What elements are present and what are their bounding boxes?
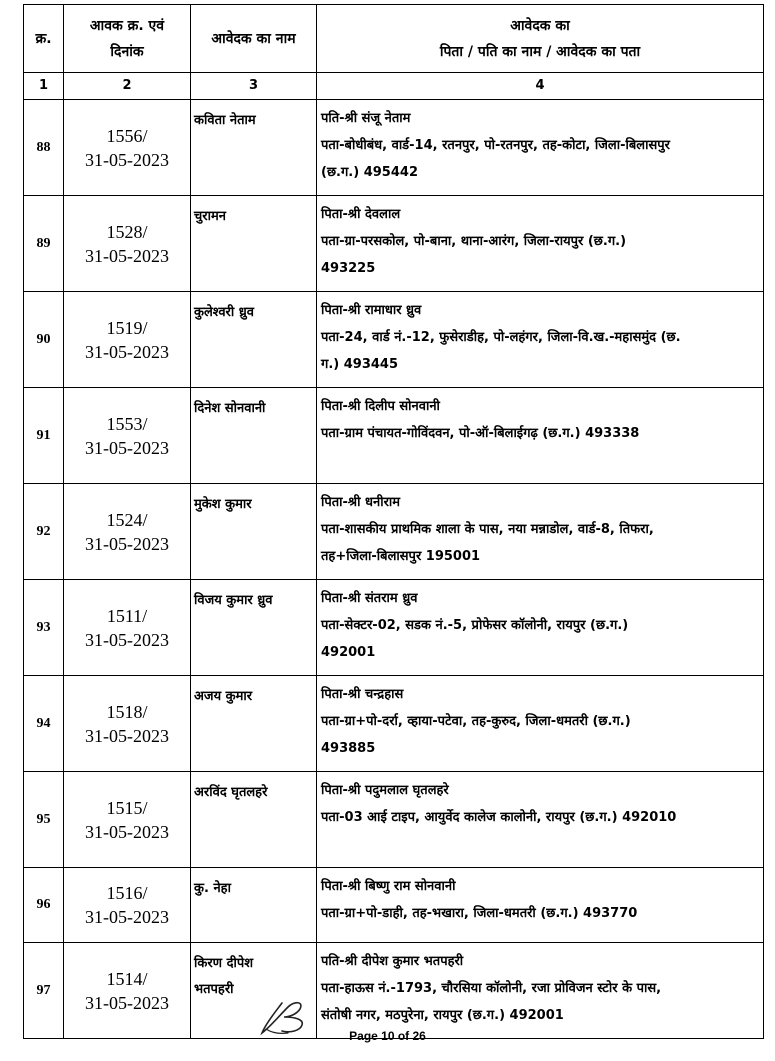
address-cell	[317, 484, 764, 580]
column-number-row	[24, 73, 764, 100]
table-row	[24, 772, 764, 868]
name-line: कुलेश्वरी ध्रुव	[194, 305, 254, 320]
address-line: तह+जिला-बिलासपुर 195001	[321, 549, 481, 564]
address-line: 492001	[321, 645, 376, 660]
inward-date: 31-05-2023	[85, 725, 169, 746]
inward-date: 31-05-2023	[85, 437, 169, 458]
address-line: पता-हाऊस नं.-1793, चौरसिया कॉलोनी, रजा प्रोविजन स्टोर के पास,	[321, 981, 662, 996]
serial-number: 93	[24, 580, 64, 676]
address-cell	[317, 388, 764, 484]
relation-name: पिता-श्री धनीराम	[321, 495, 401, 510]
inward-cell	[64, 943, 191, 1039]
header-inward-date	[64, 5, 191, 73]
serial-number: 92	[24, 484, 64, 580]
name-line: भतपहरी	[194, 982, 234, 997]
applicant-name	[191, 580, 317, 676]
applicant-name	[191, 100, 317, 196]
applicants-table	[23, 4, 764, 1039]
applicant-name	[191, 292, 317, 388]
column-number: 3	[191, 73, 317, 100]
inward-date: 31-05-2023	[85, 245, 169, 266]
relation-name: पिता-श्री दिलीप सोनवानी	[321, 399, 440, 414]
header-address-line2: पिता / पति का नाम / आवेदक का पता	[439, 43, 641, 60]
address-line: (छ.ग.) 495442	[321, 165, 418, 180]
name-line: चुरामन	[194, 209, 226, 224]
address-line: पता-सेक्टर-02, सडक नं.-5, प्रोफेसर कॉलोनी, रायपुर (छ.ग.)	[321, 618, 629, 633]
address-line: पता-24, वार्ड नं.-12, फुसेराडीह, पो-लहंगर, जिला-वि.ख.-महासमुंद (छ.	[321, 330, 681, 345]
relation-name: पिता-श्री बिष्णु राम सोनवानी	[321, 879, 456, 894]
serial-number: 88	[24, 100, 64, 196]
inward-number: 1516/	[106, 883, 148, 903]
serial-number: 97	[24, 943, 64, 1039]
inward-number: 1518/	[106, 701, 148, 722]
address-cell	[317, 868, 764, 943]
table-row	[24, 676, 764, 772]
applicant-name	[191, 484, 317, 580]
relation-name: पिता-श्री पदुमलाल घृतलहरे	[321, 783, 449, 798]
address-line: 493885	[321, 741, 376, 756]
address-cell	[317, 580, 764, 676]
table-row	[24, 868, 764, 943]
inward-number: 1514/	[106, 968, 148, 989]
relation-name: पति-श्री दीपेश कुमार भतपहरी	[321, 954, 464, 969]
table-row	[24, 484, 764, 580]
address-line: पता-ग्रा-परसकोल, पो-बाना, थाना-आरंग, जिला-रायपुर (छ.ग.)	[321, 234, 627, 249]
name-line: अजय कुमार	[194, 689, 253, 704]
inward-cell	[64, 100, 191, 196]
column-number: 2	[64, 73, 191, 100]
address-line: पता-ग्रा+पो-डाही, तह-भखारा, जिला-धमतरी (छ.ग.) 493770	[321, 906, 638, 921]
address-line: पता-03 आई टाइप, आयुर्वेद कालेज कालोनी, रायपुर (छ.ग.) 492010	[321, 810, 677, 825]
inward-cell	[64, 868, 191, 943]
address-line: पता-ग्राम पंचायत-गोविंदवन, पो-ऑ-बिलाईगढ़ (छ.ग.) 493338	[321, 426, 640, 441]
serial-number: 89	[24, 196, 64, 292]
table-row	[24, 100, 764, 196]
applicant-name	[191, 772, 317, 868]
serial-number: 90	[24, 292, 64, 388]
address-cell	[317, 772, 764, 868]
name-line: कविता नेताम	[194, 113, 256, 128]
address-line: 493225	[321, 261, 376, 276]
name-line: कु. नेहा	[194, 881, 231, 896]
inward-date: 31-05-2023	[85, 341, 169, 362]
applicant-name	[191, 676, 317, 772]
relation-name: पति-श्री संजू नेताम	[321, 111, 411, 126]
inward-date: 31-05-2023	[85, 149, 169, 170]
applicant-name	[191, 868, 317, 943]
address-line: पता-ग्रा+पो-दर्रा, व्हाया-पटेवा, तह-कुरुद, जिला-धमतरी (छ.ग.)	[321, 714, 631, 729]
column-number: 1	[24, 73, 64, 100]
inward-date: 31-05-2023	[85, 533, 169, 554]
inward-cell	[64, 484, 191, 580]
header-inward-line2: दिनांक	[110, 43, 144, 60]
relation-name: पिता-श्री देवलाल	[321, 207, 401, 222]
table-row	[24, 388, 764, 484]
inward-number: 1556/	[106, 125, 148, 146]
applicant-name	[191, 196, 317, 292]
address-line: ग.) 493445	[321, 357, 398, 372]
header-row	[24, 5, 764, 73]
header-parent-address	[317, 5, 764, 73]
relation-name: पिता-श्री रामाधार ध्रुव	[321, 303, 422, 318]
applicant-name	[191, 388, 317, 484]
header-applicant-name: आवेदक का नाम	[191, 5, 317, 73]
table-row	[24, 580, 764, 676]
header-serial: क्र.	[24, 5, 64, 73]
serial-number: 94	[24, 676, 64, 772]
column-number: 4	[317, 73, 764, 100]
address-line: संतोषी नगर, मठपुरेना, रायपुर (छ.ग.) 492001	[321, 1008, 564, 1023]
page-number: Page 10 of 26	[349, 1029, 426, 1043]
inward-number: 1524/	[106, 509, 148, 530]
serial-number: 95	[24, 772, 64, 868]
name-line: मुकेश कुमार	[194, 497, 252, 512]
inward-number: 1515/	[106, 797, 148, 818]
inward-cell	[64, 772, 191, 868]
address-line: पता-बोधीबंध, वार्ड-14, रतनपुर, पो-रतनपुर, तह-कोटा, जिला-बिलासपुर	[321, 138, 670, 153]
address-cell	[317, 943, 764, 1039]
relation-name: पिता-श्री चन्द्रहास	[321, 687, 404, 702]
name-line: विजय कुमार ध्रुव	[194, 593, 273, 608]
address-cell	[317, 100, 764, 196]
address-cell	[317, 676, 764, 772]
inward-date: 31-05-2023	[85, 629, 169, 650]
table-row	[24, 292, 764, 388]
table-row	[24, 943, 764, 1039]
inward-cell	[64, 292, 191, 388]
table-row	[24, 196, 764, 292]
name-line: दिनेश सोनवानी	[194, 401, 266, 416]
header-inward-line1: आवक क्र. एवं	[89, 17, 165, 34]
name-line: अरविंद घृतलहरे	[194, 785, 268, 800]
inward-cell	[64, 676, 191, 772]
header-address-line1: आवेदक का	[510, 17, 570, 34]
inward-number: 1528/	[106, 221, 148, 242]
address-line: पता-शासकीय प्राथमिक शाला के पास, नया मन्नाडोल, वार्ड-8, तिफरा,	[321, 522, 654, 537]
address-cell	[317, 196, 764, 292]
inward-number: 1519/	[106, 317, 148, 338]
inward-date: 31-05-2023	[85, 992, 169, 1013]
inward-date: 31-05-2023	[85, 821, 169, 842]
inward-date: 31-05-2023	[85, 907, 169, 927]
name-line: किरण दीपेश	[194, 956, 254, 971]
serial-number: 96	[24, 868, 64, 943]
inward-number: 1553/	[106, 413, 148, 434]
serial-number: 91	[24, 388, 64, 484]
relation-name: पिता-श्री संतराम ध्रुव	[321, 591, 418, 606]
inward-cell	[64, 388, 191, 484]
inward-cell	[64, 580, 191, 676]
inward-cell	[64, 196, 191, 292]
address-cell	[317, 292, 764, 388]
inward-number: 1511/	[106, 605, 148, 626]
